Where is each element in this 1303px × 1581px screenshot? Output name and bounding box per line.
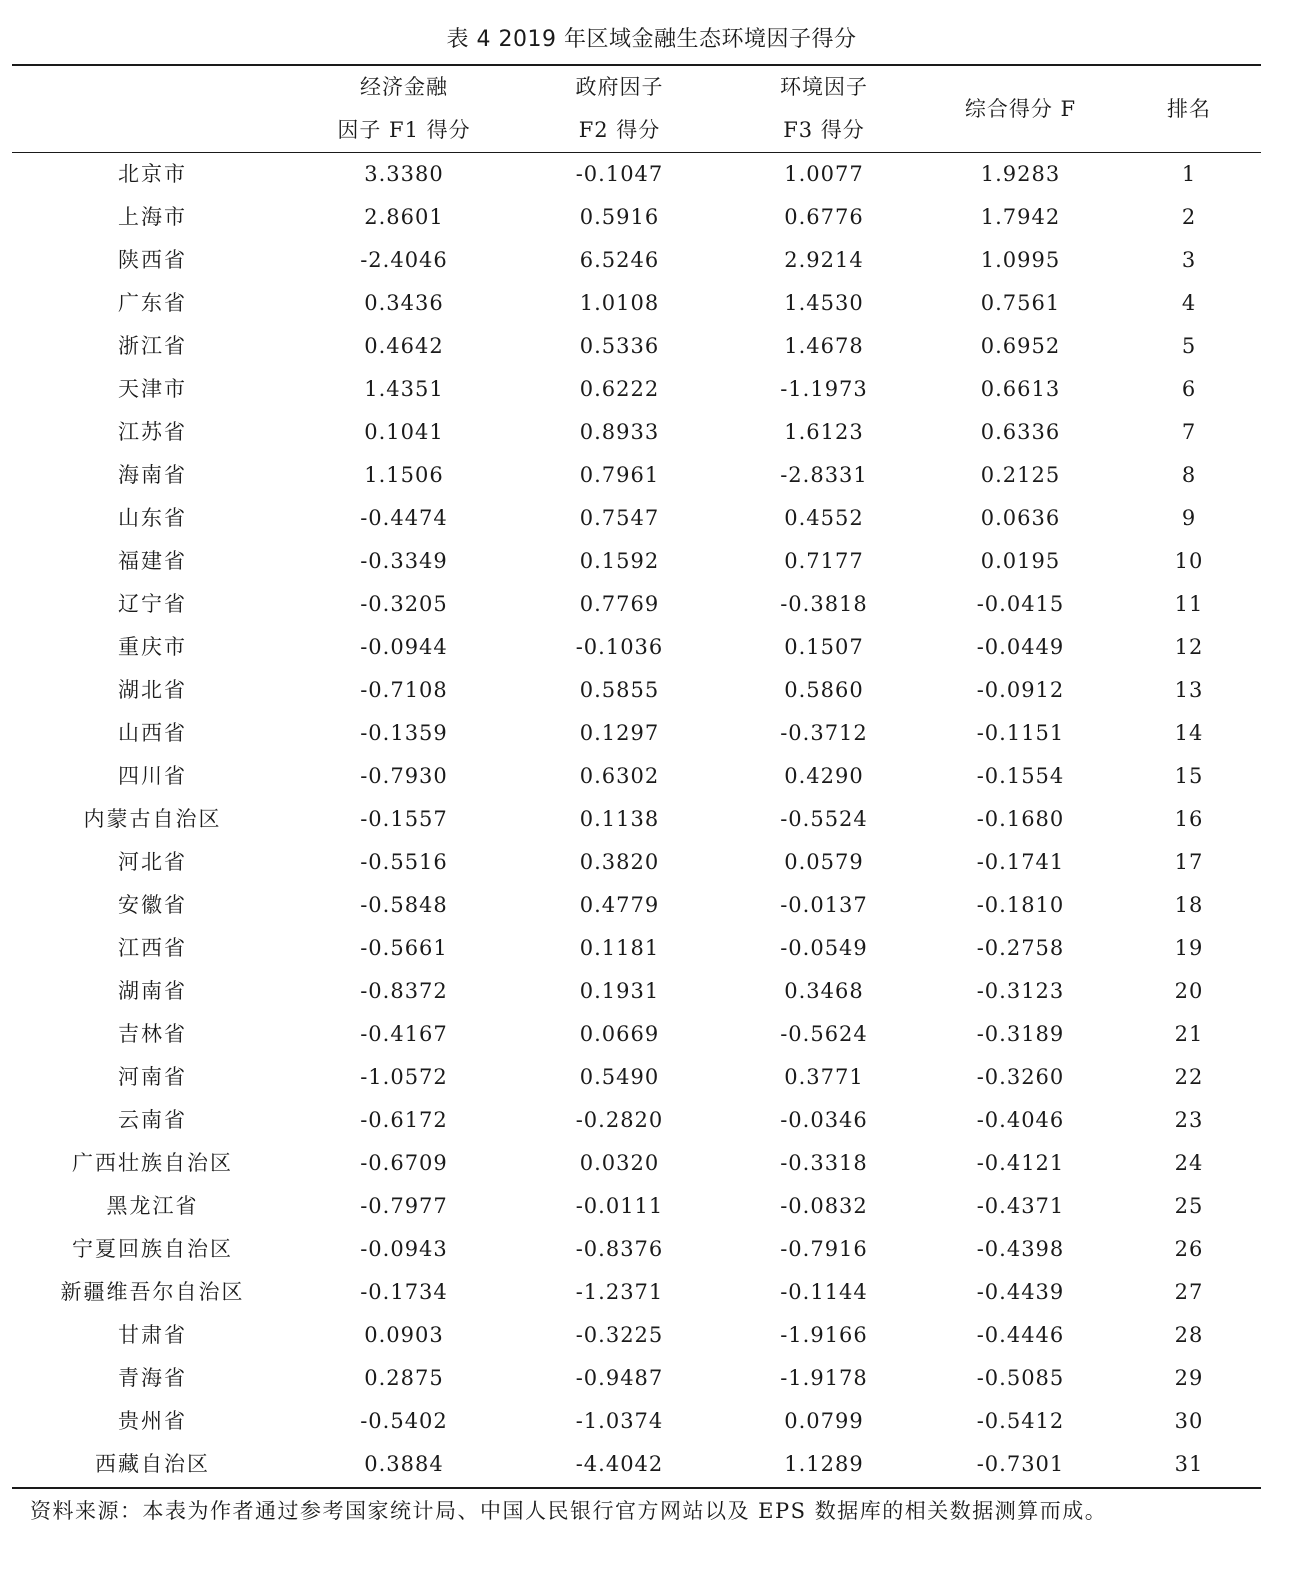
rank-cell: 27 (1174, 1280, 1204, 1304)
header-region (12, 66, 293, 152)
header-f1 (293, 66, 515, 152)
f3-score-cell: 1.0077 (784, 162, 864, 186)
f1-score-cell: -0.6172 (360, 1108, 448, 1132)
f3-score-cell: 0.0579 (784, 850, 864, 874)
total-score-cell: -0.1151 (976, 721, 1065, 745)
table-row (12, 755, 1261, 798)
region-cell: 云南省 (118, 1108, 187, 1132)
table-row (12, 1142, 1261, 1185)
f1-score-cell: 2.8601 (364, 205, 444, 229)
total-score-cell: -0.5085 (976, 1366, 1065, 1390)
f2-score-cell: 0.6222 (579, 377, 660, 401)
table-caption: 表 4 2019 年区域金融生态环境因子得分 (446, 27, 857, 52)
table-row (12, 1271, 1261, 1314)
region-cell: 江西省 (118, 936, 187, 960)
f2-score-cell: 0.8933 (579, 420, 660, 444)
f1-score-cell: -0.5402 (360, 1409, 448, 1433)
total-score-cell: -0.0415 (976, 592, 1065, 616)
rank-cell: 11 (1174, 592, 1204, 616)
f3-score-cell: 0.7177 (784, 549, 864, 573)
f3-score-cell: 0.6776 (784, 205, 864, 229)
header-f3-line2: F3 得分 (783, 118, 865, 142)
header-rank: 排名 (1167, 96, 1211, 121)
rank-cell: 7 (1181, 420, 1197, 444)
f3-score-cell: -1.9178 (780, 1366, 868, 1390)
f1-score-cell: -0.4167 (360, 1022, 448, 1046)
f1-score-cell: -0.5848 (360, 893, 448, 917)
f1-score-cell: 0.1041 (364, 420, 444, 444)
total-score-cell: -0.5412 (976, 1409, 1065, 1433)
rank-cell: 17 (1174, 850, 1204, 874)
region-cell: 贵州省 (118, 1409, 187, 1433)
f1-score-cell: -0.1557 (360, 807, 448, 831)
f3-score-cell: 0.4290 (784, 764, 864, 788)
region-cell: 山东省 (118, 506, 187, 530)
f2-score-cell: 1.0108 (579, 291, 660, 315)
region-cell: 广西壮族自治区 (72, 1151, 233, 1175)
f2-score-cell: 0.1931 (579, 979, 660, 1003)
region-cell: 陕西省 (118, 248, 187, 272)
table-row (12, 540, 1261, 583)
table-row (12, 798, 1261, 841)
total-score-cell: -0.4046 (976, 1108, 1065, 1132)
rank-cell: 15 (1174, 764, 1204, 788)
f2-score-cell: -1.0374 (575, 1409, 664, 1433)
f2-score-cell: 0.7961 (579, 463, 660, 487)
f1-score-cell: -0.0944 (360, 635, 448, 659)
table-row (12, 583, 1261, 626)
f3-score-cell: 1.1289 (784, 1452, 864, 1476)
f2-score-cell: -0.1047 (575, 162, 664, 186)
f3-score-cell: -0.7916 (780, 1237, 868, 1261)
rank-cell: 16 (1174, 807, 1204, 831)
table-row (12, 1228, 1261, 1271)
region-cell: 江苏省 (118, 420, 187, 444)
header-f3 (724, 66, 924, 152)
region-cell: 山西省 (118, 721, 187, 745)
f3-score-cell: 1.6123 (784, 420, 864, 444)
region-cell: 四川省 (118, 764, 187, 788)
f2-score-cell: 0.5855 (579, 678, 660, 702)
region-cell: 辽宁省 (118, 592, 187, 616)
total-score-cell: -0.1741 (976, 850, 1065, 874)
rank-cell: 29 (1174, 1366, 1204, 1390)
f2-score-cell: 0.5490 (579, 1065, 660, 1089)
total-score-cell: 1.7942 (980, 205, 1061, 229)
f2-score-cell: 6.5246 (579, 248, 660, 272)
total-score-cell: 0.0636 (980, 506, 1061, 530)
f3-score-cell: -0.5624 (780, 1022, 868, 1046)
table-row (12, 239, 1261, 282)
table-row (12, 152, 1261, 196)
table-row (12, 884, 1261, 927)
total-score-cell: -0.0449 (976, 635, 1065, 659)
rank-cell: 8 (1181, 463, 1197, 487)
f3-score-cell: 0.4552 (784, 506, 864, 530)
f3-score-cell: 0.1507 (784, 635, 864, 659)
f1-score-cell: 1.1506 (364, 463, 444, 487)
f2-score-cell: -0.2820 (575, 1108, 664, 1132)
total-score-cell: -0.4439 (976, 1280, 1065, 1304)
f3-score-cell: -0.3818 (780, 592, 868, 616)
f3-score-cell: -1.9166 (780, 1323, 868, 1347)
table-row (12, 1056, 1261, 1099)
region-cell: 重庆市 (118, 635, 187, 659)
f3-score-cell: -0.0137 (780, 893, 868, 917)
rank-cell: 20 (1174, 979, 1204, 1003)
f1-score-cell: -0.1359 (360, 721, 448, 745)
table-row (12, 927, 1261, 970)
region-cell: 湖北省 (118, 678, 187, 702)
f3-score-cell: -1.1973 (780, 377, 868, 401)
f2-score-cell: -0.0111 (575, 1194, 664, 1218)
rank-cell: 22 (1174, 1065, 1204, 1089)
total-score-cell: 0.7561 (980, 291, 1061, 315)
region-cell: 新疆维吾尔自治区 (60, 1280, 245, 1304)
f3-score-cell: 2.9214 (784, 248, 864, 272)
region-cell: 福建省 (118, 549, 187, 573)
region-cell: 浙江省 (118, 334, 187, 358)
region-cell: 青海省 (118, 1366, 187, 1390)
rank-cell: 24 (1174, 1151, 1204, 1175)
f3-score-cell: -0.0346 (780, 1108, 868, 1132)
region-cell: 上海市 (118, 205, 187, 229)
region-cell: 广东省 (118, 291, 187, 315)
f1-score-cell: -0.1734 (360, 1280, 448, 1304)
f2-score-cell: -1.2371 (575, 1280, 664, 1304)
f1-score-cell: -0.5661 (360, 936, 448, 960)
region-cell: 西藏自治区 (95, 1452, 210, 1476)
header-f2-line2: F2 得分 (578, 118, 661, 142)
f2-score-cell: 0.1297 (579, 721, 660, 745)
total-score-cell: -0.3260 (976, 1065, 1065, 1089)
table-row (12, 282, 1261, 325)
total-score-cell: -0.4371 (976, 1194, 1065, 1218)
f1-score-cell: -0.3205 (360, 592, 448, 616)
rank-cell: 2 (1181, 205, 1197, 229)
f3-score-cell: 0.3771 (784, 1065, 864, 1089)
f1-score-cell: -0.4474 (360, 506, 448, 530)
total-score-cell: -0.2758 (976, 936, 1065, 960)
f2-score-cell: 0.3820 (579, 850, 660, 874)
f1-score-cell: -0.0943 (360, 1237, 448, 1261)
rank-cell: 28 (1174, 1323, 1204, 1347)
f2-score-cell: -0.1036 (575, 635, 664, 659)
f3-score-cell: 1.4678 (784, 334, 864, 358)
total-score-cell: -0.1810 (976, 893, 1065, 917)
f1-score-cell: -0.7930 (360, 764, 448, 788)
region-cell: 湖南省 (118, 979, 187, 1003)
region-cell: 黑龙江省 (106, 1194, 199, 1218)
rank-cell: 14 (1174, 721, 1204, 745)
f2-score-cell: -0.9487 (575, 1366, 664, 1390)
table-row (12, 325, 1261, 368)
table-row (12, 196, 1261, 239)
total-score-cell: -0.7301 (976, 1452, 1065, 1476)
f2-score-cell: 0.5916 (579, 205, 660, 229)
total-score-cell: 0.6952 (980, 334, 1061, 358)
rank-cell: 18 (1174, 893, 1204, 917)
total-score-cell: 0.0195 (980, 549, 1061, 573)
total-score-cell: -0.4398 (976, 1237, 1065, 1261)
rank-cell: 25 (1174, 1194, 1204, 1218)
region-cell: 吉林省 (118, 1022, 187, 1046)
rank-cell: 3 (1181, 248, 1197, 272)
rank-cell: 12 (1174, 635, 1204, 659)
table-row (12, 669, 1261, 712)
f2-score-cell: 0.1592 (579, 549, 660, 573)
rank-cell: 1 (1181, 162, 1197, 186)
bottom-rule (12, 1487, 1261, 1489)
table-row (12, 1099, 1261, 1142)
table-row (12, 1357, 1261, 1400)
total-score-cell: 0.6613 (980, 377, 1061, 401)
header-f3-line1: 环境因子 (780, 75, 868, 99)
header-f1-line1: 经济金融 (360, 75, 448, 99)
header-f1-line2: 因子 F1 得分 (337, 118, 471, 142)
region-cell: 北京市 (118, 162, 187, 186)
f3-score-cell: 0.0799 (784, 1409, 864, 1433)
header-f2-line1: 政府因子 (575, 75, 664, 99)
region-cell: 内蒙古自治区 (83, 807, 222, 831)
header-row (12, 66, 1261, 152)
f1-score-cell: 0.2875 (364, 1366, 444, 1390)
f2-score-cell: 0.6302 (579, 764, 660, 788)
rank-cell: 13 (1174, 678, 1204, 702)
region-cell: 宁夏回族自治区 (72, 1237, 233, 1261)
rank-cell: 6 (1181, 377, 1197, 401)
f3-score-cell: -0.0549 (780, 936, 868, 960)
f1-score-cell: -0.6709 (360, 1151, 448, 1175)
f2-score-cell: 0.0669 (579, 1022, 660, 1046)
f3-score-cell: -0.0832 (780, 1194, 868, 1218)
rank-cell: 10 (1174, 549, 1204, 573)
f1-score-cell: -0.3349 (360, 549, 448, 573)
f3-score-cell: -0.3712 (780, 721, 868, 745)
f3-score-cell: -0.5524 (780, 807, 868, 831)
f3-score-cell: 0.3468 (784, 979, 864, 1003)
f1-score-cell: -0.7977 (360, 1194, 448, 1218)
rank-cell: 9 (1181, 506, 1197, 530)
f3-score-cell: 0.5860 (784, 678, 864, 702)
total-score-cell: 0.2125 (980, 463, 1061, 487)
total-score-cell: -0.3189 (976, 1022, 1065, 1046)
source-note: 资料来源：本表为作者通过参考国家统计局、中国人民银行官方网站以及 EPS 数据库的相关数据测算而成。 (30, 1499, 1108, 1523)
table-row (12, 712, 1261, 755)
rank-cell: 21 (1174, 1022, 1204, 1046)
table-row (12, 970, 1261, 1013)
region-cell: 河南省 (118, 1065, 187, 1089)
table-row (12, 454, 1261, 497)
f1-score-cell: 0.0903 (364, 1323, 444, 1347)
f2-score-cell: 0.5336 (579, 334, 660, 358)
region-cell: 安徽省 (118, 893, 187, 917)
table-row (12, 411, 1261, 454)
f1-score-cell: -0.8372 (360, 979, 448, 1003)
region-cell: 甘肃省 (118, 1323, 187, 1347)
f1-score-cell: -0.5516 (360, 850, 448, 874)
f3-score-cell: -0.3318 (780, 1151, 868, 1175)
header-total: 综合得分 F (964, 96, 1077, 121)
f1-score-cell: 0.3884 (364, 1452, 444, 1476)
f1-score-cell: 1.4351 (364, 377, 444, 401)
f1-score-cell: -2.4046 (360, 248, 448, 272)
region-cell: 河北省 (118, 850, 187, 874)
rank-cell: 30 (1174, 1409, 1204, 1433)
f3-score-cell: -2.8331 (780, 463, 868, 487)
table-body (12, 152, 1261, 1486)
f2-score-cell: -4.4042 (575, 1452, 664, 1476)
f3-score-cell: -0.1144 (780, 1280, 868, 1304)
f1-score-cell: 0.4642 (364, 334, 444, 358)
f1-score-cell: -0.7108 (360, 678, 448, 702)
table-row (12, 1443, 1261, 1486)
rank-cell: 26 (1174, 1237, 1204, 1261)
f2-score-cell: 0.7547 (579, 506, 660, 530)
table-row (12, 497, 1261, 540)
f2-score-cell: -0.3225 (575, 1323, 664, 1347)
f2-score-cell: 0.4779 (579, 893, 660, 917)
table-row (12, 1400, 1261, 1443)
table-header (12, 66, 1261, 152)
f2-score-cell: 0.1181 (579, 936, 660, 960)
f2-score-cell: 0.1138 (579, 807, 660, 831)
rank-cell: 23 (1174, 1108, 1204, 1132)
f3-score-cell: 1.4530 (784, 291, 864, 315)
f1-score-cell: 0.3436 (364, 291, 444, 315)
f1-score-cell: -1.0572 (360, 1065, 448, 1089)
rank-cell: 19 (1174, 936, 1204, 960)
table-row (12, 1314, 1261, 1357)
table-row (12, 1013, 1261, 1056)
region-cell: 天津市 (118, 377, 187, 401)
rank-cell: 31 (1174, 1452, 1204, 1476)
region-cell: 海南省 (118, 463, 187, 487)
header-f2 (515, 66, 724, 152)
rank-cell: 5 (1181, 334, 1197, 358)
total-score-cell: -0.0912 (976, 678, 1065, 702)
total-score-cell: 0.6336 (980, 420, 1061, 444)
factor-score-table (12, 66, 1261, 1486)
f2-score-cell: -0.8376 (575, 1237, 664, 1261)
table-row (12, 626, 1261, 669)
total-score-cell: -0.3123 (976, 979, 1065, 1003)
f2-score-cell: 0.0320 (579, 1151, 660, 1175)
f2-score-cell: 0.7769 (579, 592, 660, 616)
total-score-cell: 1.9283 (980, 162, 1061, 186)
table-row (12, 841, 1261, 884)
total-score-cell: 1.0995 (980, 248, 1061, 272)
total-score-cell: -0.1554 (976, 764, 1065, 788)
total-score-cell: -0.4121 (976, 1151, 1065, 1175)
table-row (12, 368, 1261, 411)
f1-score-cell: 3.3380 (364, 162, 444, 186)
rank-cell: 4 (1181, 291, 1197, 315)
total-score-cell: -0.1680 (976, 807, 1065, 831)
total-score-cell: -0.4446 (976, 1323, 1065, 1347)
table-row (12, 1185, 1261, 1228)
